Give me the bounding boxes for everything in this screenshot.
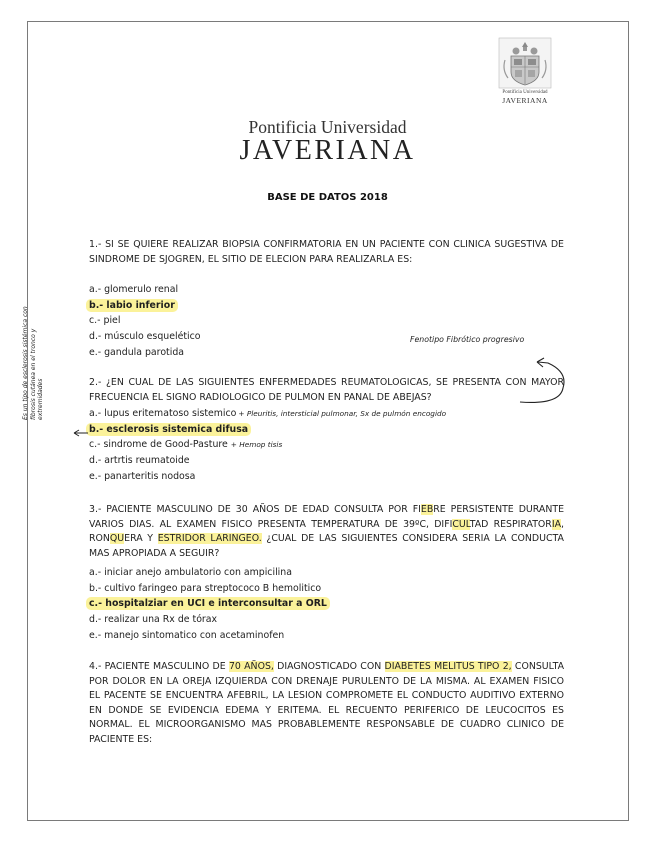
highlight-estridor: ESTRIDOR LARINGEO.	[157, 533, 262, 545]
option-2b-highlighted: b.- esclerosis sistemica difusa	[86, 423, 251, 436]
option-2d: d.- artrtis reumatoide	[89, 455, 190, 467]
highlight-cul: CUL	[452, 518, 470, 530]
logo-line-2: JAVERIANA	[239, 135, 416, 166]
crest-caption: JAVERIANA	[502, 96, 548, 105]
option-2a: a.- lupus eritematoso sistemico	[89, 408, 237, 419]
question-4-text: 4.- PACIENTE MASCULINO DE 70 AÑOS, DIAGNOSTICADO CON DIABETES MELITUS TIPO 2, CONSULTA POR DOLOR EN LA OREJA IZQUIERDA CON DRENAJE PURULENTO DE LA MISMA. AL EXAMEN FISICO EL PACENTE SE ENCUENTRA AFEBRIL, LA LESION COMPROMETE EL CONDUCTO AUDITIVO EXTERNO EN DONDE SE EVIDENCIA EDEMA Y ERITEMA. EL RECUENTO PERIFERICO DE LEUCOCITOS ES NORMAL. EL MICROORGANISMO MAS PROBABLEMENTE RESPONSABLE DE CUADRO CLINICO DE PACIENTE ES:	[89, 661, 564, 745]
logo-line-1: Pontificia Universidad	[248, 117, 407, 137]
question-1	[89, 238, 564, 267]
question-2-options	[89, 406, 446, 485]
question-2-text: 2.- ¿EN CUAL DE LAS SIGUIENTES ENFERMEDADES REUMATOLOGICAS, SE PRESENTA CON MAYOR FRECUENCIA EL SIGNO RADIOLOGICO DE PULMON EN PANAL DE ABEJAS?	[89, 377, 564, 403]
option-3e: e.- manejo sintomatico con acetaminofen	[89, 629, 285, 641]
handwritten-note-good-pasture: + Hemop tisis	[230, 440, 283, 450]
option-3b: b.- cultivo faringeo para streptococo B hemolitico	[89, 582, 322, 594]
question-1-options	[89, 282, 201, 361]
highlight-diabetes: DIABETES MELITUS TIPO 2,	[384, 661, 512, 672]
option-3a: a.- iniciar anejo ambulatorio con ampicilina	[89, 567, 292, 578]
option-1e: e.- gandula parotida	[89, 346, 185, 358]
question-3-options	[89, 565, 330, 644]
crest-caption-small: Pontificia Universidad	[502, 90, 548, 95]
option-3d: d.- realizar una Rx de tórax	[89, 614, 218, 626]
handwritten-note-lupus: + Pleuritis, intersticial pulmonar, Sx de pulmón encogido	[238, 409, 447, 418]
option-3c-highlighted: c.- hospitalziar en UCI e interconsultar a ORL	[86, 597, 330, 610]
option-2c: c.- sindrome de Good-Pasture	[89, 439, 228, 451]
question-1-text: 1.- SI SE QUIERE REALIZAR BIOPSIA CONFIRMATORIA EN UN PACIENTE CON CLINICA SUGESTIVA DE SINDROME DE SJOGREN, EL SITIO DE ELECION PARA REALIZARLA ES:	[89, 239, 564, 265]
option-1c: c.- piel	[89, 315, 121, 327]
option-2e: e.- panarteritis nodosa	[89, 470, 196, 482]
handwritten-note-fenotipo: Fenotipo Fibrótico progresivo	[410, 335, 525, 344]
question-3-text: 3.- PACIENTE MASCULINO DE 30 AÑOS DE EDAD CONSULTA POR FIEBRE PERSISTENTE DURANTE VARIOS DIAS. AL EXAMEN FISICO PRESENTA TEMPERATURA DE 39ºC, DIFICULTAD RESPIRATORIA, RONQUERA Y ESTRIDOR LARINGEO. ¿CUAL DE LAS SIGUIENTES CONSIDERA SERIA LA CONDUCTA MAS APROPIADA A SEGUIR?	[89, 504, 564, 559]
highlight-qu: QU	[109, 533, 125, 545]
highlight-eb: EB	[420, 504, 434, 515]
option-1b-highlighted: b.- labio inferior	[86, 299, 178, 312]
highlight-ia: IA	[551, 518, 562, 530]
document-title: BASE DE DATOS 2018	[267, 192, 388, 203]
question-4	[89, 660, 564, 748]
handwritten-side-note: Es un tipo de esclerosis sistémica con fibrosis cutánea en el tronco y extremidades	[22, 306, 44, 420]
question-3	[89, 503, 564, 561]
crest-icon	[494, 34, 556, 92]
highlight-70-anos: 70 AÑOS,	[228, 661, 274, 672]
question-2	[89, 376, 564, 405]
option-1d: d.- músculo esquelético	[89, 331, 201, 343]
option-1a: a.- glomerulo renal	[89, 284, 179, 295]
